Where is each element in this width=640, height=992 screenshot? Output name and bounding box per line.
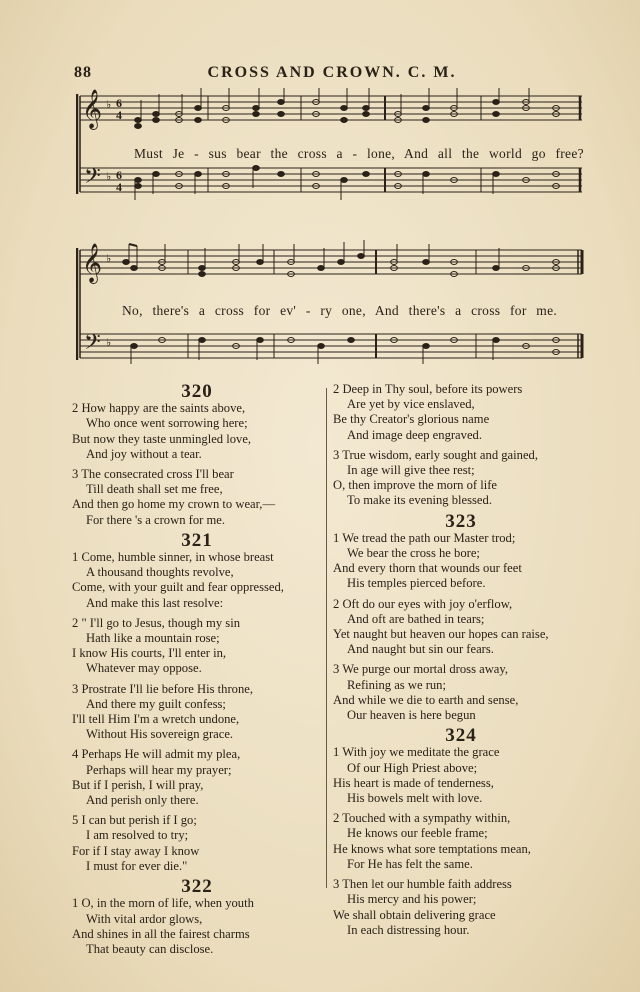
left-column <box>72 382 322 962</box>
page-number: 88 <box>74 64 92 81</box>
verse-line: Our heaven is here begun <box>347 708 476 723</box>
verse-line: 3 We purge our mortal dross away, <box>333 662 509 677</box>
verse-line: That beauty can disclose. <box>86 941 214 956</box>
verse-line: 3 True wisdom, early sought and gained, <box>333 447 538 462</box>
verse-line: 1 O, in the morn of life, when youth <box>72 896 254 911</box>
verse-line: I am resolved to try; <box>86 828 189 843</box>
verse-line: 3 The consecrated cross I'll bear <box>72 467 234 482</box>
verse-line: Refining as we run; <box>347 677 446 692</box>
column-divider <box>326 388 327 888</box>
verse-line: His temples pierced before. <box>347 576 486 591</box>
svg-text:6: 6 <box>116 168 122 182</box>
svg-text:4: 4 <box>116 108 122 122</box>
verse-line: And joy without a tear. <box>86 446 202 461</box>
svg-text:♭: ♭ <box>106 252 112 265</box>
verse-line: 3 Then let our humble faith address <box>333 877 512 892</box>
verse-line: To make its evening blessed. <box>347 493 492 508</box>
svg-text:𝄞: 𝄞 <box>82 243 103 283</box>
stanza <box>72 401 322 462</box>
verse-line: For if I stay away I know <box>72 843 200 858</box>
stanza <box>72 896 322 957</box>
verse-line: But now they taste unmingled love, <box>72 431 252 446</box>
svg-text:4: 4 <box>116 180 122 194</box>
svg-text:♭: ♭ <box>106 98 112 111</box>
verse-line: We bear the cross he bore; <box>347 546 480 561</box>
svg-text:6: 6 <box>116 96 122 110</box>
stanza <box>72 813 322 874</box>
verse-line: And make this last resolve: <box>86 595 224 610</box>
verse-line: Perhaps will hear my prayer; <box>86 762 232 777</box>
verse-line: He knows what sore temptations mean, <box>333 841 531 856</box>
svg-text:♭: ♭ <box>106 336 112 349</box>
stanza <box>72 747 322 808</box>
verse-line: His mercy and his power; <box>347 892 477 907</box>
verse-line: A thousand thoughts revolve, <box>86 565 234 580</box>
stanza <box>333 531 589 592</box>
right-column <box>333 382 589 943</box>
verse-line: Are yet by vice enslaved, <box>347 397 475 412</box>
stanza <box>72 616 322 677</box>
verse-line: 2 Touched with a sympathy within, <box>333 811 511 826</box>
verse-line: But if I perish, I will pray, <box>72 777 204 792</box>
verse-line: O, then improve the morn of life <box>333 478 498 493</box>
verse-line: And there my guilt confess; <box>86 696 226 711</box>
page-title: CROSS AND CROWN. C. M. <box>207 64 457 81</box>
stanza <box>333 662 589 723</box>
stanza <box>333 811 589 872</box>
verse-line: I must for ever die." <box>86 858 188 873</box>
verse-line: He knows our feeble frame; <box>347 826 488 841</box>
verse-line: 2 How happy are the saints above, <box>72 401 246 416</box>
verse-line: His heart is made of tenderness, <box>333 775 494 790</box>
svg-text:𝄢: 𝄢 <box>84 164 101 194</box>
stanza <box>333 382 589 443</box>
verse-line: And every thorn that wounds our feet <box>333 561 522 576</box>
verse-line: Come, with your guilt and fear oppressed, <box>72 580 284 595</box>
verse-line: And then go home my crown to wear,— <box>72 497 276 512</box>
verse-line: Be thy Creator's glorious name <box>333 412 490 427</box>
verse-line: His bowels melt with love. <box>347 791 483 806</box>
verse-line: For He has felt the same. <box>347 856 473 871</box>
hymn-number: 324 <box>445 725 477 747</box>
stanza <box>333 597 589 658</box>
verse-line: Without His sovereign grace. <box>86 727 234 742</box>
verse-line: For there 's a crown for me. <box>86 512 226 527</box>
verse-line: In age will give thee rest; <box>347 463 475 478</box>
hymn-number: 322 <box>181 876 213 898</box>
svg-text:𝄢: 𝄢 <box>84 330 101 360</box>
verse-line: Till death shall set me free, <box>86 482 223 497</box>
hymn-number: 320 <box>181 381 213 402</box>
verse-line: And image deep engraved. <box>347 427 482 442</box>
verse-line: Yet naught but heaven our hopes can raise, <box>333 627 549 642</box>
lyric-line-2: No, there's a cross for ev' - ry one, And there's a cross for me. <box>122 303 558 318</box>
stanza <box>72 550 322 611</box>
verse-line: And perish only there. <box>86 793 199 808</box>
page-header <box>72 62 592 86</box>
stanza <box>72 682 322 743</box>
lyric-line-1: Must Je - sus bear the cross a - lone, And all the world go free? <box>134 146 584 161</box>
stanza <box>333 745 589 806</box>
verse-line: 4 Perhaps He will admit my plea, <box>72 747 241 762</box>
hymn-number: 323 <box>445 510 477 532</box>
verse-line: 2 Deep in Thy soul, before its powers <box>333 382 523 396</box>
verse-line: 5 I can but perish if I go; <box>72 813 197 828</box>
stanza <box>72 467 322 528</box>
verse-line: 3 Prostrate I'll lie before His throne, <box>72 681 253 696</box>
hymn-number: 321 <box>181 529 213 551</box>
verse-line: In each distressing hour. <box>347 922 470 937</box>
verse-line: We shall obtain delivering grace <box>333 907 496 922</box>
verse-line: Who once went sorrowing here; <box>86 416 248 431</box>
verse-line: Of our High Priest above; <box>347 760 478 775</box>
verse-line: Whatever may oppose. <box>86 661 202 676</box>
verse-line: Hath like a mountain rose; <box>86 631 220 646</box>
verse-line: And oft are bathed in tears; <box>347 611 485 626</box>
stanza <box>333 448 589 509</box>
verse-line: And shines in all the fairest charms <box>72 926 250 941</box>
verse-line: And naught but sin our fears. <box>347 642 494 657</box>
svg-text:𝄞: 𝄞 <box>82 89 103 129</box>
verse-line: I'll tell Him I'm a wretch undone, <box>72 712 240 727</box>
verse-line: With vital ardor glows, <box>86 911 203 926</box>
stanza <box>333 877 589 938</box>
verse-line: 1 With joy we meditate the grace <box>333 745 500 760</box>
verse-line: 1 Come, humble sinner, in whose breast <box>72 550 274 565</box>
svg-text:♭: ♭ <box>106 170 112 183</box>
verse-line: 1 We tread the path our Master trod; <box>333 530 516 545</box>
verse-line: I know His courts, I'll enter in, <box>72 646 227 661</box>
verse-line: And while we die to earth and sense, <box>333 692 519 707</box>
verse-line: 2 Oft do our eyes with joy o'erflow, <box>333 596 513 611</box>
verse-line: 2 " I'll go to Jesus, though my sin <box>72 615 240 630</box>
